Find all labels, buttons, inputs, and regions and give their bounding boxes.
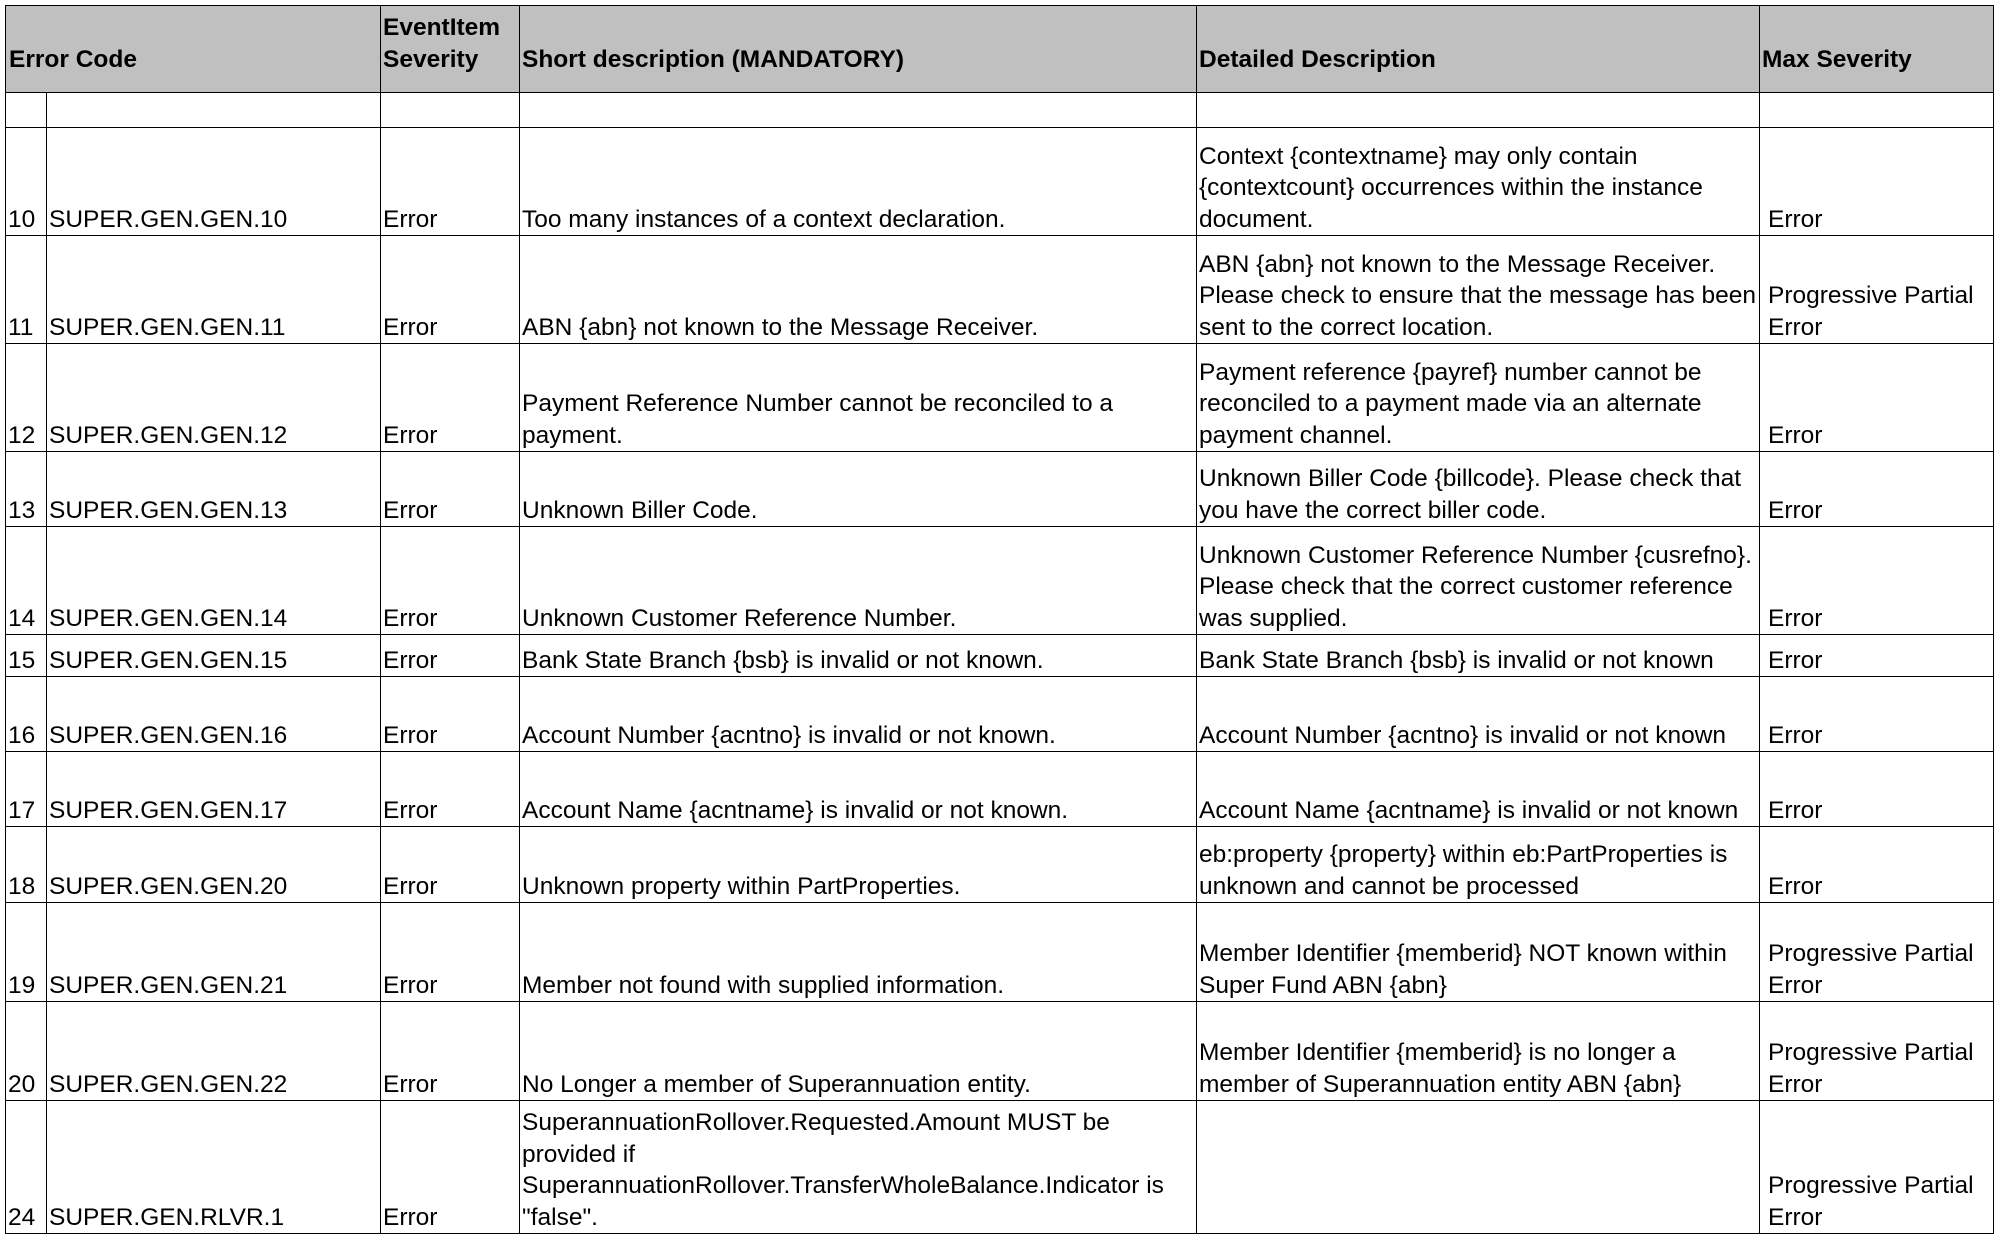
error-code-cell: SUPER.GEN.RLVR.1 <box>47 1101 381 1234</box>
max-severity-cell: Error <box>1760 128 1994 236</box>
short-description-cell: Account Name {acntname} is invalid or not known. <box>520 752 1197 827</box>
error-code-cell: SUPER.GEN.GEN.17 <box>47 752 381 827</box>
max-severity-cell: Progressive Partial Error <box>1760 903 1994 1002</box>
table-row <box>6 752 1994 827</box>
row-number-cell: 20 <box>6 1002 47 1101</box>
empty-cell <box>47 93 381 128</box>
table-row <box>6 527 1994 635</box>
error-code-cell: SUPER.GEN.GEN.16 <box>47 677 381 752</box>
error-code-cell: SUPER.GEN.GEN.14 <box>47 527 381 635</box>
row-number-cell: 24 <box>6 1101 47 1234</box>
short-description-cell: ABN {abn} not known to the Message Receiver. <box>520 236 1197 344</box>
detailed-description-cell: ABN {abn} not known to the Message Receiver. Please check to ensure that the message has been sent to the correct location. <box>1197 236 1760 344</box>
detailed-description-cell: Member Identifier {memberid} NOT known within Super Fund ABN {abn} <box>1197 903 1760 1002</box>
max-severity-cell: Error <box>1760 452 1994 527</box>
eventitem-severity-cell: Error <box>381 827 520 903</box>
table-row <box>6 635 1994 677</box>
short-description-cell: Too many instances of a context declaration. <box>520 128 1197 236</box>
detailed-description-cell: Account Number {acntno} is invalid or not known <box>1197 677 1760 752</box>
max-severity-cell: Error <box>1760 344 1994 452</box>
detailed-description-cell: Account Name {acntname} is invalid or not known <box>1197 752 1760 827</box>
eventitem-severity-cell: Error <box>381 344 520 452</box>
max-severity-cell: Progressive Partial Error <box>1760 236 1994 344</box>
table-row <box>6 827 1994 903</box>
eventitem-severity-cell: Error <box>381 677 520 752</box>
empty-cell <box>1760 93 1994 128</box>
row-number-cell: 12 <box>6 344 47 452</box>
empty-cell <box>1197 93 1760 128</box>
detailed-description-cell: Bank State Branch {bsb} is invalid or not known <box>1197 635 1760 677</box>
row-number-cell: 19 <box>6 903 47 1002</box>
error-code-table <box>5 5 1994 1234</box>
max-severity-cell: Error <box>1760 677 1994 752</box>
eventitem-severity-cell: Error <box>381 236 520 344</box>
empty-cell <box>520 93 1197 128</box>
short-description-cell: Unknown Customer Reference Number. <box>520 527 1197 635</box>
eventitem-severity-cell: Error <box>381 527 520 635</box>
max-severity-cell: Error <box>1760 635 1994 677</box>
detailed-description-cell: Context {contextname} may only contain {contextcount} occurrences within the instance document. <box>1197 128 1760 236</box>
eventitem-severity-cell: Error <box>381 1101 520 1234</box>
max-severity-cell: Progressive Partial Error <box>1760 1101 1994 1234</box>
max-severity-cell: Progressive Partial Error <box>1760 1002 1994 1101</box>
detailed-description-cell <box>1197 1101 1760 1234</box>
row-number-cell: 14 <box>6 527 47 635</box>
header-eventitem-severity: EventItem Severity <box>381 6 520 93</box>
detailed-description-cell: Unknown Biller Code {billcode}. Please check that you have the correct biller code. <box>1197 452 1760 527</box>
short-description-cell: Unknown Biller Code. <box>520 452 1197 527</box>
error-code-cell: SUPER.GEN.GEN.13 <box>47 452 381 527</box>
table-row <box>6 903 1994 1002</box>
header-detailed-description: Detailed Description <box>1197 6 1760 93</box>
eventitem-severity-cell: Error <box>381 752 520 827</box>
error-code-cell: SUPER.GEN.GEN.10 <box>47 128 381 236</box>
short-description-cell: Unknown property within PartProperties. <box>520 827 1197 903</box>
short-description-cell: Payment Reference Number cannot be reconciled to a payment. <box>520 344 1197 452</box>
table-row <box>6 452 1994 527</box>
error-code-cell: SUPER.GEN.GEN.11 <box>47 236 381 344</box>
table-row <box>6 236 1994 344</box>
detailed-description-cell: Unknown Customer Reference Number {cusrefno}. Please check that the correct customer reference was supplied. <box>1197 527 1760 635</box>
detailed-description-cell: Member Identifier {memberid} is no longer a member of Superannuation entity ABN {abn} <box>1197 1002 1760 1101</box>
error-code-cell: SUPER.GEN.GEN.15 <box>47 635 381 677</box>
error-code-cell: SUPER.GEN.GEN.20 <box>47 827 381 903</box>
eventitem-severity-cell: Error <box>381 452 520 527</box>
eventitem-severity-cell: Error <box>381 1002 520 1101</box>
short-description-cell: SuperannuationRollover.Requested.Amount MUST be provided if SuperannuationRollover.TransferWholeBalance.Indicator is "false". <box>520 1101 1197 1234</box>
row-number-cell: 16 <box>6 677 47 752</box>
max-severity-cell: Error <box>1760 527 1994 635</box>
row-number-cell: 10 <box>6 128 47 236</box>
table-row <box>6 1002 1994 1101</box>
table-row <box>6 677 1994 752</box>
row-number-cell: 11 <box>6 236 47 344</box>
detailed-description-cell: Payment reference {payref} number cannot be reconciled to a payment made via an alternate payment channel. <box>1197 344 1760 452</box>
table-row <box>6 128 1994 236</box>
empty-cell <box>6 93 47 128</box>
eventitem-severity-cell: Error <box>381 128 520 236</box>
empty-cell <box>381 93 520 128</box>
eventitem-severity-cell: Error <box>381 903 520 1002</box>
error-code-cell: SUPER.GEN.GEN.21 <box>47 903 381 1002</box>
header-short-description: Short description (MANDATORY) <box>520 6 1197 93</box>
max-severity-cell: Error <box>1760 827 1994 903</box>
eventitem-severity-cell: Error <box>381 635 520 677</box>
row-number-cell: 17 <box>6 752 47 827</box>
table-row <box>6 344 1994 452</box>
row-number-cell: 18 <box>6 827 47 903</box>
header-max-severity: Max Severity <box>1760 6 1994 93</box>
error-code-cell: SUPER.GEN.GEN.12 <box>47 344 381 452</box>
short-description-cell: Bank State Branch {bsb} is invalid or not known. <box>520 635 1197 677</box>
row-number-cell: 13 <box>6 452 47 527</box>
empty-row <box>6 93 1994 128</box>
table-row <box>6 1101 1994 1234</box>
header-error-code: Error Code <box>6 6 381 93</box>
short-description-cell: No Longer a member of Superannuation entity. <box>520 1002 1197 1101</box>
max-severity-cell: Error <box>1760 752 1994 827</box>
detailed-description-cell: eb:property {property} within eb:PartProperties is unknown and cannot be processed <box>1197 827 1760 903</box>
header-row <box>6 6 1994 93</box>
short-description-cell: Account Number {acntno} is invalid or not known. <box>520 677 1197 752</box>
error-code-cell: SUPER.GEN.GEN.22 <box>47 1002 381 1101</box>
row-number-cell: 15 <box>6 635 47 677</box>
short-description-cell: Member not found with supplied information. <box>520 903 1197 1002</box>
